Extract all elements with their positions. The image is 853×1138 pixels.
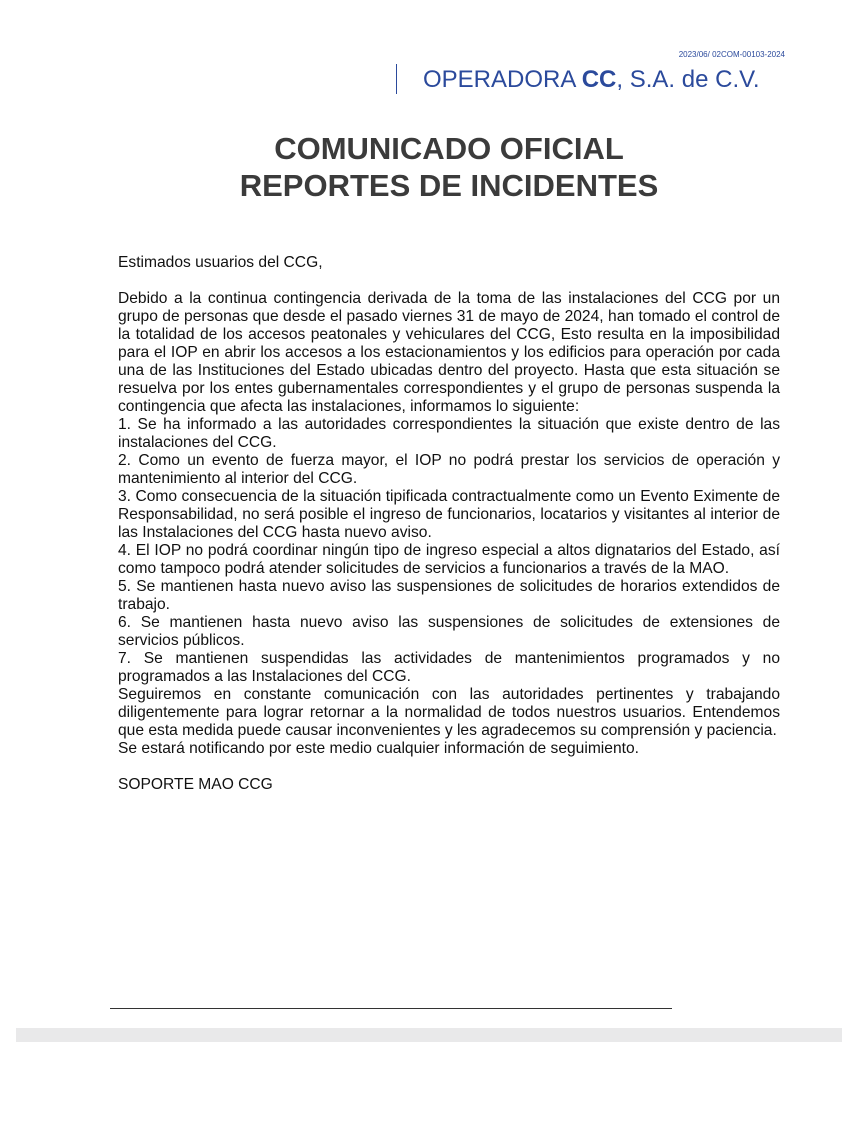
intro-paragraph: Debido a la continua contingencia derivada de la toma de las instalaciones del CCG por un grupo de personas que desde el pasado viernes 31 de mayo de 2024, han tomado el control de la totalidad de los accesos peatonales y vehiculares del CCG, Esto resulta en la imposibilidad para el IOP en abrir los accesos a los estacionamientos y los edificios para operación por cada una de las Instituciones del Estado ubicadas dentro del proyecto. Hasta que esta situación se resuelva por los entes gubernamentales correspondientes y el grupo de personas suspenda la contingencia que afecta las instalaciones, informamos lo siguiente: [118,290,780,415]
list-item: 7. Se mantienen suspendidas las actividades de mantenimientos programados y no programados a las Instalaciones del CCG. [118,650,780,685]
list-item: 1. Se ha informado a las autoridades correspondientes la situación que existe dentro de las instalaciones del CCG. [118,416,780,451]
document-title [0,130,853,204]
brand-prefix: OPERADORA [423,66,582,93]
list-item: 4. El IOP no podrá coordinar ningún tipo de ingreso especial a altos dignatarios del Estado, así como tampoco podrá atender solicitudes de servicios a funcionarios a través de la MAO. [118,542,780,577]
list-item: 3. Como consecuencia de la situación tipificada contractualmente como un Evento Eximente de Responsabilidad, no será posible el ingreso de funcionarios, locatarios y visitantes al interior de las Instalaciones del CCG hasta nuevo aviso. [118,488,780,541]
closing-paragraph: Seguiremos en constante comunicación con las autoridades pertinentes y trabajando diligentemente para lograr retornar a la normalidad de todos nuestros usuarios. Entendemos que esta medida puede causar inconvenientes y les agradecemos su comprensión y paciencia. [118,686,780,739]
title-line-1: COMUNICADO OFICIAL [274,131,624,166]
company-brand [396,64,760,94]
signature: SOPORTE MAO CCG [118,776,273,793]
list-item: 2. Como un evento de fuerza mayor, el IOP no podrá prestar los servicios de operación y mantenimiento al interior del CCG. [118,452,780,487]
title-line-2: REPORTES DE INCIDENTES [239,168,659,203]
page-bottom-band [16,1028,842,1042]
greeting: Estimados usuarios del CCG, [118,254,323,271]
signature-line [110,1008,672,1009]
brand-suffix: , S.A. de C.V. [616,66,760,93]
brand-bold: CC [581,66,617,93]
list-item: 5. Se mantienen hasta nuevo aviso las suspensiones de solicitudes de horarios extendidos de trabajo. [118,578,780,613]
document-reference: 2023/06/ 02COM-00103-2024 [678,50,785,59]
document-body [118,254,780,794]
follow-up-note: Se estará notificando por este medio cualquier información de seguimiento. [118,740,639,757]
list-item: 6. Se mantienen hasta nuevo aviso las suspensiones de solicitudes de extensiones de servicios públicos. [118,614,780,649]
